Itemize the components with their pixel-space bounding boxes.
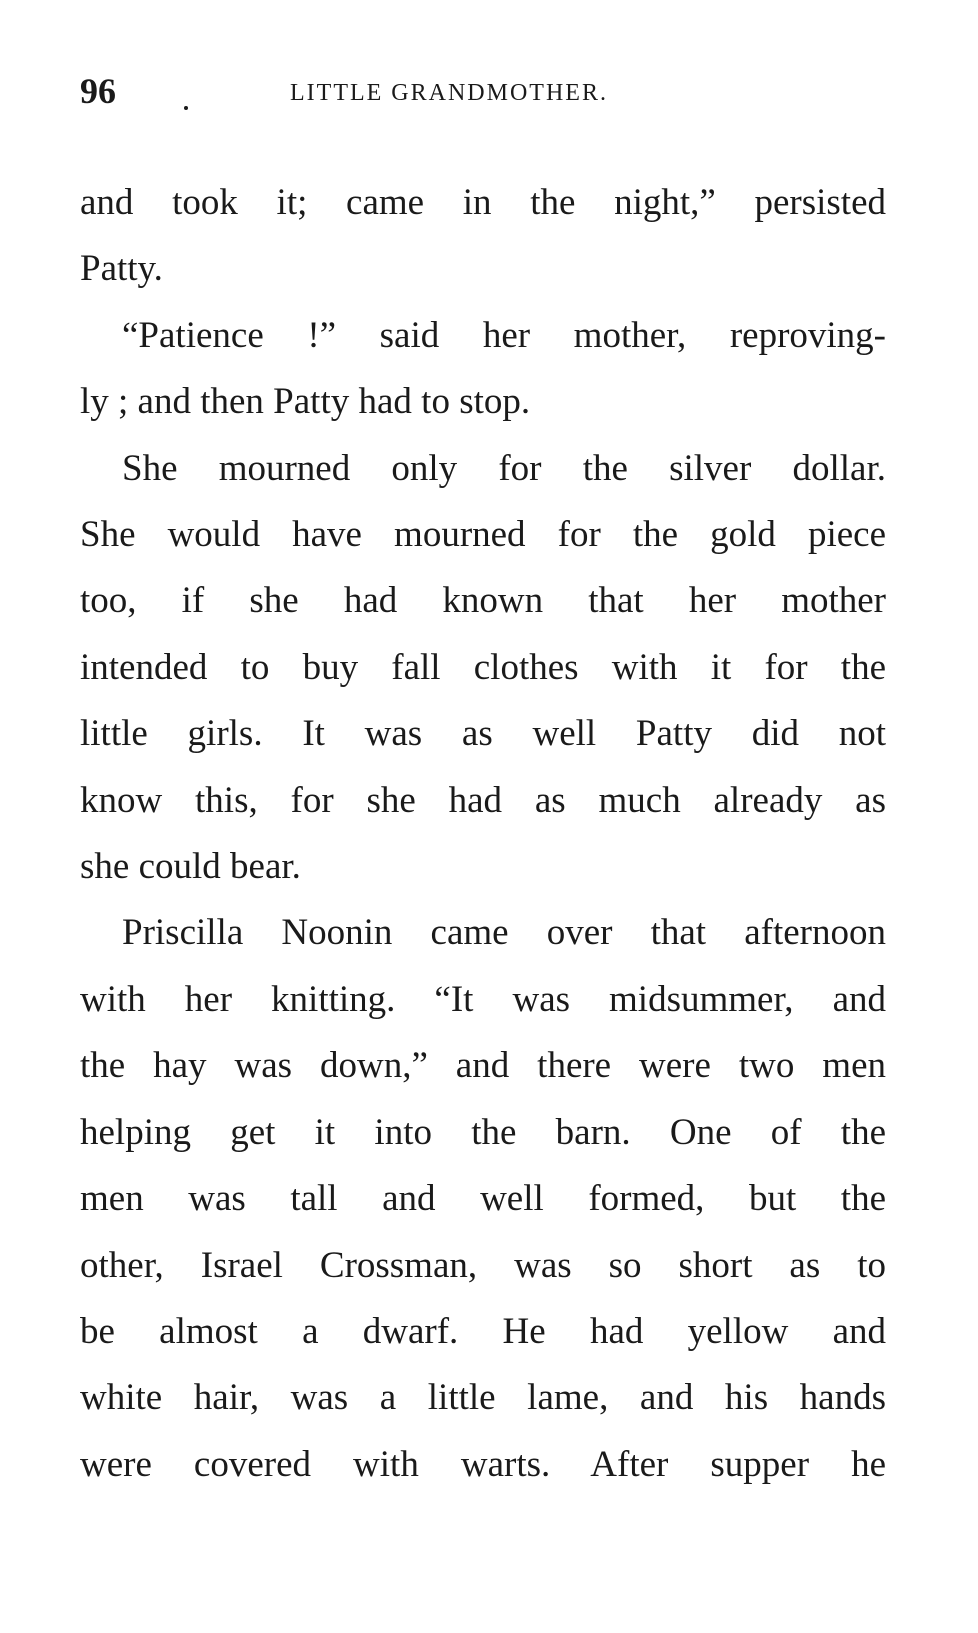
text-line: white hair, was a little lame, and his hands xyxy=(80,1377,886,1419)
page-header xyxy=(80,62,886,122)
text-line: know this, for she had as much already as xyxy=(80,779,886,821)
text-line: men was tall and well formed, but the xyxy=(80,1178,886,1220)
body-text xyxy=(80,170,886,1498)
text-line: she could bear. xyxy=(80,846,301,888)
print-speck xyxy=(184,106,188,110)
running-title: LITTLE GRANDMOTHER. xyxy=(290,80,608,106)
page-number: 96 xyxy=(80,71,116,111)
text-line: be almost a dwarf. He had yellow and xyxy=(80,1310,886,1352)
text-line: with her knitting. “It was midsummer, and xyxy=(80,978,886,1020)
text-line: Patty. xyxy=(80,248,163,290)
text-line: and took it; came in the night,” persisted xyxy=(80,182,886,223)
text-line: the hay was down,” and there were two men xyxy=(80,1045,886,1087)
text-line: Priscilla Noonin came over that afternoon xyxy=(122,912,886,954)
text-line: helping get it into the barn. One of the xyxy=(80,1111,886,1153)
book-page xyxy=(80,62,886,1498)
text-line: too, if she had known that her mother xyxy=(80,580,886,622)
text-line: little girls. It was as well Patty did not xyxy=(80,713,886,755)
text-line: She would have mourned for the gold piece xyxy=(80,514,886,556)
text-line: were covered with warts. After supper he xyxy=(80,1443,886,1485)
text-line: She mourned only for the silver dollar. xyxy=(122,447,886,489)
text-line: “Patience !” said her mother, reproving- xyxy=(122,314,886,356)
text-line: other, Israel Crossman, was so short as to xyxy=(80,1244,886,1286)
text-line: intended to buy fall clothes with it for the xyxy=(80,646,886,688)
text-line: ly ; and then Patty had to stop. xyxy=(80,381,531,423)
